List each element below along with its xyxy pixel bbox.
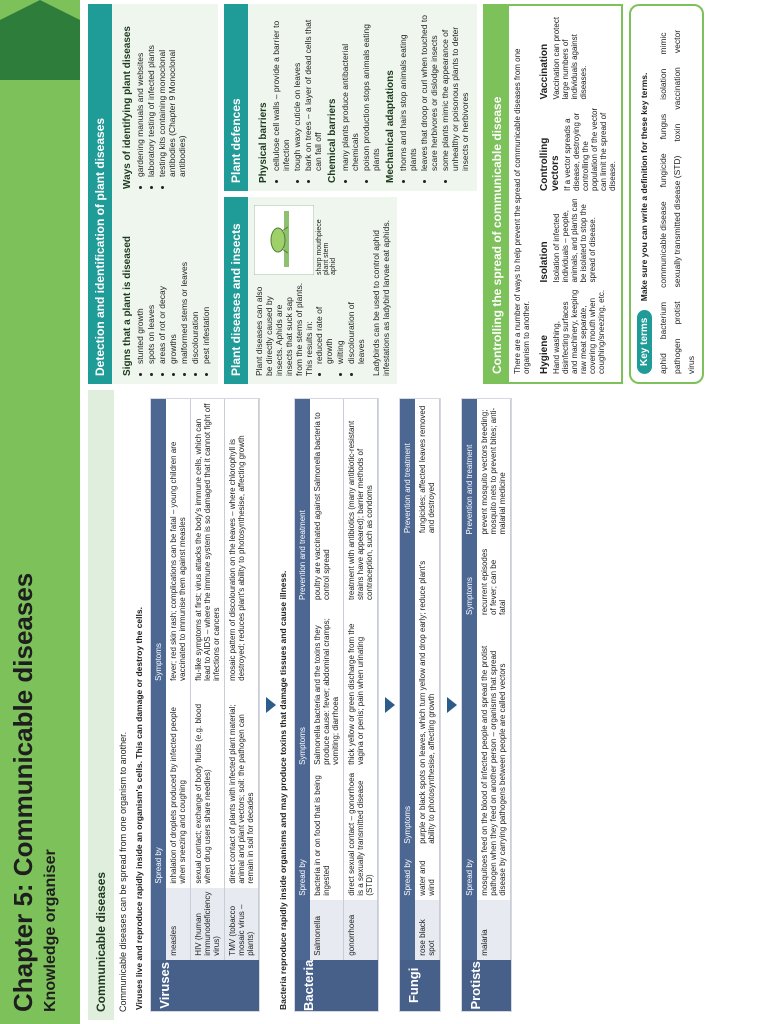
header-band bbox=[0, 0, 80, 1024]
symptoms-cell: mosaic pattern of discolouration on the leaves – where chlorophyll is destroyed; reduces plant's ability to photosynthesise, affecting growth bbox=[225, 399, 259, 685]
table-row bbox=[225, 399, 259, 960]
defences-title: Plant defences bbox=[224, 4, 248, 191]
spread-cell: bacteria in or on food that is being ingested bbox=[310, 769, 344, 900]
key-term: mimic bbox=[658, 32, 668, 55]
spread-cell: mosquitoes feed on the blood of infected people and spread the protist pathogen when they feed on another person – organisms that spread disease by carrying pathogens between people are called vectors bbox=[477, 619, 511, 900]
viruses-table bbox=[151, 399, 259, 960]
key-term: virus bbox=[686, 356, 696, 374]
prevention-cell: prevent mosquito vectors breeding; mosquito nets to prevent bites; anti-malarial medicine bbox=[477, 399, 511, 539]
symptoms-cell: purple or black spots on leaves, which turn yellow and drop early; reduce plant's ability to photosynthesise, affecting growth bbox=[415, 537, 440, 848]
communicable-diseases-section bbox=[88, 390, 752, 1020]
ways-box bbox=[118, 12, 212, 189]
spread-cell: inhalation of droplets produced by infected people when sneezing and coughing bbox=[166, 685, 191, 888]
list-item: • discolouration bbox=[190, 199, 200, 364]
defences-panel bbox=[248, 4, 477, 191]
list-item: • areas of rot or decay bbox=[157, 199, 167, 364]
method-text: Isolation of infected individuals – people, animals, and plants can be isolated to stop the spread of disease. bbox=[552, 198, 597, 283]
key-term: protist bbox=[672, 301, 682, 325]
key-term: isolation bbox=[658, 68, 668, 100]
insects-list bbox=[314, 281, 366, 376]
symptoms-cell: flu-like symptoms at first; virus attacks the body's immune cells, which can lead to AIDS – where the immune system is so damaged that it cannot fight off infections or cancers bbox=[191, 399, 225, 685]
col-header: Prevention and treatment bbox=[462, 399, 477, 539]
list-item: • laboratory testing of infected plants bbox=[146, 12, 156, 177]
down-arrow-icon bbox=[447, 697, 457, 713]
list-item: • bark on trees – a layer of dead cells that can fall off bbox=[303, 12, 323, 171]
fungi-badge: Fungi bbox=[400, 960, 440, 1011]
list-item: • leaves that droop or curl when touched to scare herbivores or dislodge insects bbox=[419, 12, 439, 171]
control-method bbox=[539, 197, 617, 283]
key-term: sexually transmitted disease (STD) bbox=[672, 155, 682, 288]
bacteria-block bbox=[294, 398, 379, 1012]
prevention-cell: treatment with antibiotics (many antibiotic-resistant strains have appeared); barrier methods of contraception, such as condoms bbox=[344, 399, 378, 604]
key-terms-box bbox=[629, 4, 704, 384]
col-header: Spread by bbox=[400, 848, 415, 900]
key-term: bacterium bbox=[658, 301, 668, 340]
method-text: Vaccination can protect large numbers of individuals against diseases. bbox=[552, 16, 588, 100]
viruses-note: Viruses live and reproduce rapidly inside an organism's cells. This can damage or destroy the cells. bbox=[134, 607, 144, 1010]
fungi-block bbox=[399, 398, 441, 1012]
protists-badge: Protists bbox=[462, 960, 511, 1011]
prevention-cell: poultry are vaccinated against Salmonella bacteria to control spread bbox=[310, 399, 344, 604]
list-item: • cellulose cell walls – provide a barrier to infection bbox=[271, 12, 291, 171]
spread-cell: sexual contact; exchange of body fluids (e.g. blood when drug users share needles) bbox=[191, 685, 225, 888]
col-header: Symptoms bbox=[295, 604, 310, 769]
ways-list bbox=[135, 12, 187, 189]
bacteria-note: Bacteria reproduce rapidly inside organisms and may produce toxins that damage tissues and cause illness. bbox=[278, 570, 288, 1010]
corner-arrow bbox=[0, 0, 80, 20]
control-method bbox=[539, 289, 617, 375]
signs-list bbox=[135, 199, 211, 376]
aphid-figure bbox=[254, 205, 367, 275]
defences-block bbox=[224, 4, 477, 191]
symptoms-cell: fever; red skin rash; complications can be fatal – young children are vaccinated to immunise them against measles bbox=[166, 399, 191, 685]
method-head: Vaccination bbox=[539, 43, 550, 100]
list-item: • spots on leaves bbox=[146, 199, 156, 364]
list-item: • some plants mimic the appearance of unhealthy or poisonous plants to deter insects or herbivores bbox=[440, 12, 470, 171]
list-item: • malformed stems or leaves bbox=[179, 199, 189, 364]
method-head: Isolation bbox=[539, 241, 550, 283]
insects-text-col bbox=[254, 281, 367, 376]
method-text: If a vector spreads a disease, destroying or controlling the population of the vector can limit the spread of disease. bbox=[563, 107, 617, 191]
protists-block bbox=[461, 398, 512, 1012]
disease-name: gonorrhoea bbox=[344, 900, 378, 960]
insects-text: Plant diseases can also be directly caused by insects. Aphids are insects that suck sap from the stems of plants. This results in: bbox=[254, 282, 314, 376]
method-head: Controlling vectors bbox=[539, 137, 561, 191]
ladybirds-text: Ladybirds can be used to control aphid infestations as ladybird larvae eat aphids. bbox=[371, 220, 391, 376]
list-item: • pest infestation bbox=[201, 199, 211, 364]
col-header: Symptoms bbox=[400, 537, 415, 848]
table-row bbox=[166, 399, 191, 960]
col-header bbox=[151, 888, 166, 960]
method-head: Hygiene bbox=[539, 335, 550, 374]
key-term: aphid bbox=[658, 353, 668, 374]
corner-tab bbox=[0, 20, 80, 80]
col-header bbox=[400, 900, 415, 960]
col-header bbox=[295, 900, 310, 960]
disease-name: TMV (tobacco mosaic virus – plants) bbox=[225, 888, 259, 960]
key-term: fungicide bbox=[658, 153, 668, 188]
control-method bbox=[539, 106, 617, 192]
col-header: Symptoms bbox=[462, 539, 477, 619]
spread-cell: water and wind bbox=[415, 848, 440, 900]
insects-block bbox=[224, 197, 477, 384]
spread-cell: direct contact of plants with infected plant material; animal and plant vectors; soil: the pathogen can remain in soil for decades bbox=[225, 685, 259, 888]
control-box bbox=[483, 4, 623, 384]
list-item: • gardening manuals and websites bbox=[135, 12, 145, 177]
down-arrow-icon bbox=[385, 697, 395, 713]
list-item: • tough waxy cuticle on leaves bbox=[292, 12, 302, 171]
list-item: • reduced rate of growth bbox=[314, 281, 334, 364]
disease-name: Salmonella bbox=[310, 900, 344, 960]
mechanical-title: Mechanical adaptations bbox=[385, 70, 396, 183]
col-header: Symptoms bbox=[151, 399, 166, 685]
physical-title: Physical barriers bbox=[258, 102, 269, 183]
table-row bbox=[477, 399, 511, 960]
key-terms-list bbox=[658, 14, 696, 374]
symptoms-cell: thick yellow or green discharge from the vagina or penis; pain when urinating bbox=[344, 604, 378, 769]
key-term: vaccination bbox=[672, 67, 682, 110]
fungi-table bbox=[400, 399, 440, 960]
col-header: Spread by bbox=[295, 769, 310, 900]
list-item: • growths bbox=[168, 199, 178, 364]
table-row bbox=[191, 399, 225, 960]
viruses-block bbox=[150, 398, 260, 1012]
detection-title: Detection and identification of plant diseases bbox=[88, 4, 112, 384]
ways-title: Ways of identifying plant diseases bbox=[122, 26, 133, 189]
list-item: • thorns and hairs stop animals eating plants bbox=[398, 12, 418, 171]
list-item: • poison production stops animals eating plants bbox=[361, 12, 381, 171]
key-terms-badge: Key terms bbox=[637, 310, 652, 374]
control-intro: There are a number of ways to help prevent the spread of communicable diseases from one organism to another. bbox=[513, 48, 531, 374]
col-header bbox=[462, 900, 477, 960]
insects-defences-row bbox=[224, 4, 477, 384]
insects-title: Plant diseases and insects bbox=[224, 197, 248, 384]
list-item: • stunted growth bbox=[135, 199, 145, 364]
table-row bbox=[344, 399, 378, 960]
col-header: Spread by bbox=[462, 619, 477, 900]
key-term: toxin bbox=[672, 123, 682, 142]
chemical-title: Chemical barriers bbox=[327, 98, 338, 183]
aphid-label: sharp mouthpiece bbox=[316, 219, 323, 275]
list-item: • wilting bbox=[335, 281, 345, 364]
col-header: Prevention and treatment bbox=[400, 399, 415, 537]
symptoms-cell: Salmonella bacteria and the toxins they produce cause: fever; abdominal cramps; vomiting; diarrhoea bbox=[310, 604, 344, 769]
insects-panel bbox=[248, 197, 397, 384]
control-title: Controlling the spread of communicable disease bbox=[485, 6, 509, 382]
col-header: Prevention and treatment bbox=[295, 399, 310, 604]
section-title: Communicable diseases bbox=[88, 390, 114, 1020]
key-term: communicable disease bbox=[658, 201, 668, 288]
aphid-label: plant stem bbox=[323, 242, 330, 275]
disease-name: rose black spot bbox=[415, 900, 440, 960]
page-title: Chapter 5: Communicable diseases bbox=[8, 572, 38, 1012]
plant-diseases-column bbox=[88, 4, 752, 384]
key-terms-intro: Make sure you can write a definition for these key terms. bbox=[639, 72, 649, 302]
viruses-badge: Viruses bbox=[151, 960, 259, 1011]
list-item: • testing kits containing monoclonal antibodies (Chapter 9 Monoclonal antibodies) bbox=[157, 12, 187, 177]
down-arrow-icon bbox=[266, 697, 276, 713]
section-intro: Communicable diseases can be spread from one organism to another. bbox=[118, 731, 128, 1012]
col-header: Spread by bbox=[151, 685, 166, 888]
signs-box bbox=[118, 199, 212, 376]
aphid-illustration-icon bbox=[254, 205, 314, 275]
bacteria-table bbox=[295, 399, 378, 960]
key-term: pathogen bbox=[672, 338, 682, 374]
symptoms-cell: recurrent episodes of fever; can be fatal bbox=[477, 539, 511, 619]
page-subtitle: Knowledge organiser bbox=[42, 849, 59, 1012]
insects-content bbox=[254, 205, 367, 376]
physical-list bbox=[271, 12, 323, 183]
list-item: • discolouration of leaves bbox=[346, 281, 366, 364]
list-item: • many plants produce antibacterial chemicals bbox=[340, 12, 360, 171]
detection-panel bbox=[112, 4, 218, 384]
control-method bbox=[539, 14, 617, 100]
spread-cell: direct sexual contact – gonorrhoea is a sexually transmitted disease (STD) bbox=[344, 769, 378, 900]
bacteria-badge: Bacteria bbox=[295, 960, 378, 1011]
key-term: vector bbox=[672, 29, 682, 54]
prevention-cell: fungicides; affected leaves removed and destroyed bbox=[415, 399, 440, 537]
mechanical-list bbox=[398, 12, 470, 183]
disease-name: measles bbox=[166, 888, 191, 960]
table-row bbox=[310, 399, 344, 960]
table-row bbox=[415, 399, 440, 960]
control-methods bbox=[535, 6, 621, 382]
aphid-label: aphid bbox=[330, 257, 337, 275]
protists-table bbox=[462, 399, 511, 960]
chemical-list bbox=[340, 12, 381, 183]
disease-name: HIV (human immunodeficiency virus) bbox=[191, 888, 225, 960]
signs-title: Signs that a plant is diseased bbox=[122, 235, 133, 376]
key-term: fungus bbox=[658, 113, 668, 140]
method-text: Hand washing, disinfecting surfaces and machinery, keeping raw meat separate, covering mouth when coughing/sneezing, etc. bbox=[552, 289, 606, 374]
disease-name: malaria bbox=[477, 900, 511, 960]
